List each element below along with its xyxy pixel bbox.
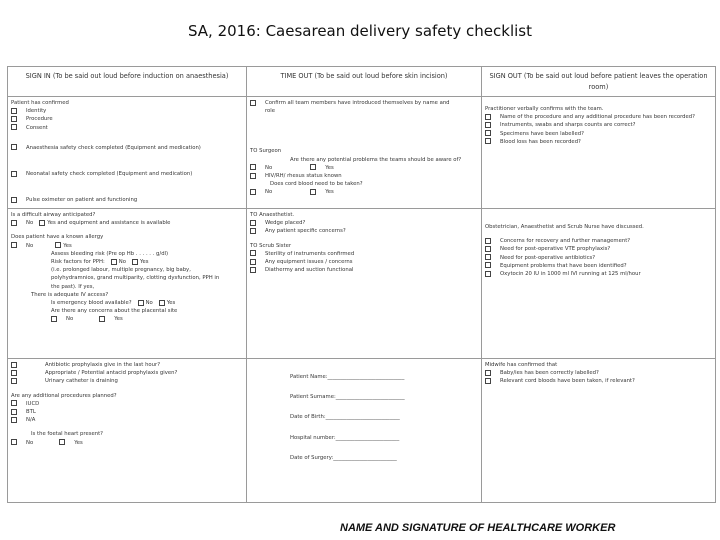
- sterility-checkbox[interactable]: [250, 250, 256, 256]
- blood-loss-label: Blood loss has been recorded?: [500, 138, 581, 145]
- iucd-checkbox[interactable]: [11, 400, 17, 406]
- fetal-no-label: No: [26, 439, 34, 446]
- cord-no-label: No: [265, 189, 273, 196]
- equipment-issues-label: Any equipment issues / concerns: [265, 259, 353, 266]
- practitioner-intro: Practitioner verbally confirms with the team.: [485, 106, 604, 112]
- blood-yes-checkbox[interactable]: [159, 300, 165, 306]
- airway-question: Is a difficult airway anticipated?: [11, 212, 96, 218]
- iucd-label: IUCD: [26, 400, 40, 407]
- iv-access: There is adequate IV access?: [31, 291, 109, 298]
- pph-yes-label: Yes: [139, 259, 149, 266]
- allergy-yes-label: Yes: [63, 242, 72, 249]
- fetal-yes-label: Yes: [74, 439, 83, 446]
- cord-bloods-checkbox[interactable]: [485, 378, 491, 384]
- time-out-team-cell: [247, 97, 482, 209]
- consent-checkbox[interactable]: [11, 124, 17, 130]
- airway-no-label: No: [26, 220, 34, 227]
- confirmed-title: Patient has confirmed: [11, 100, 69, 106]
- specimens-checkbox[interactable]: [485, 130, 491, 136]
- recovery-concerns-label: Concerns for recovery and further management?: [500, 238, 631, 245]
- sign-in-risk-cell: [8, 209, 247, 359]
- na-checkbox[interactable]: [11, 417, 17, 423]
- catheter-checkbox[interactable]: [11, 378, 17, 384]
- specimens-label: Specimens have been labelled?: [500, 130, 584, 137]
- fetal-yes-checkbox[interactable]: [59, 439, 65, 445]
- antacid-label: Appropriate / Potential antacid prophylaxis given?: [45, 370, 178, 377]
- hiv-label: HIV/RH/ rhesus status known: [265, 173, 342, 180]
- pulse-oximeter-label: Pulse oximeter on patient and functioning: [26, 197, 138, 204]
- pph-question: Risk factors for PPH:: [51, 259, 105, 266]
- neonatal-check-checkbox[interactable]: [11, 171, 17, 177]
- blood-no-label: No: [145, 300, 153, 307]
- patient-name-field[interactable]: Patient Name:_____________________________: [290, 374, 405, 380]
- pulse-oximeter-checkbox[interactable]: [11, 197, 17, 203]
- sign-in-header: SIGN IN (To be said out loud before induction on anaesthesia): [8, 67, 247, 97]
- procedure-recorded-label: Name of the procedure and any additional procedure has been recorded?: [500, 114, 695, 121]
- antacid-checkbox[interactable]: [11, 370, 17, 376]
- pph-no-checkbox[interactable]: [111, 259, 117, 265]
- surgeon-no-label: No: [265, 164, 273, 171]
- vte-checkbox[interactable]: [485, 246, 491, 252]
- pph-no-label: No: [118, 259, 126, 266]
- page-title: SA, 2016: Caesarean delivery safety checklist: [187, 22, 533, 40]
- pph-detail-1: (i.e. prolonged labour, multiple pregnancy, big baby,: [51, 267, 191, 274]
- airway-yes-label: Yes and equipment and assistance is available: [47, 220, 171, 227]
- time-out-staff-cell: [247, 209, 482, 359]
- anaesthesia-check-checkbox[interactable]: [11, 144, 17, 150]
- cord-question: Does cord blood need to be taken?: [270, 181, 363, 188]
- signature-footer: NAME AND SIGNATURE OF HEALTHCARE WORKER: [340, 522, 616, 534]
- hiv-checkbox[interactable]: [250, 173, 256, 179]
- allergy-no-label: No: [26, 242, 34, 249]
- neonatal-check-label: Neonatal safety check completed (Equipment and medication): [26, 171, 193, 178]
- baby-labelled-checkbox[interactable]: [485, 370, 491, 376]
- equipment-problems-label: Equipment problems that have been identified?: [500, 262, 627, 269]
- wedge-checkbox[interactable]: [250, 220, 256, 226]
- sign-in-procedures-cell: [8, 359, 247, 503]
- sign-out-midwife-cell: [482, 359, 716, 503]
- surgeon-label: TO Surgeon: [250, 148, 282, 155]
- date-of-surgery-field[interactable]: Date of Surgery:________________________: [290, 454, 397, 461]
- procedure-label: Procedure: [26, 116, 53, 123]
- pph-yes-checkbox[interactable]: [132, 259, 138, 265]
- patient-surname-field[interactable]: Patient Surname:__________________________: [290, 394, 405, 401]
- sign-out-header: SIGN OUT (To be said out loud before patient leaves the operation room): [482, 67, 716, 97]
- anaesthesia-check-label: Anaesthesia safety check completed (Equipment and medication): [26, 144, 201, 151]
- cord-yes-checkbox[interactable]: [310, 189, 316, 195]
- na-label: N/A: [26, 417, 36, 424]
- recovery-concerns-checkbox[interactable]: [485, 238, 491, 244]
- anaesthetist-label: TO Anaesthetist.: [250, 212, 295, 218]
- wedge-label: Wedge placed?: [265, 220, 306, 227]
- blood-no-checkbox[interactable]: [138, 300, 144, 306]
- cord-no-checkbox[interactable]: [250, 189, 256, 195]
- procedure-recorded-checkbox[interactable]: [485, 114, 491, 120]
- obstetrician-intro: Obstetrician, Anaesthetist and Scrub Nurse have discussed.: [485, 224, 644, 230]
- consent-label: Consent: [26, 124, 48, 131]
- placental-yes-checkbox[interactable]: [99, 316, 105, 322]
- sign-out-team-cell: [482, 209, 716, 359]
- equipment-problems-checkbox[interactable]: [485, 262, 491, 268]
- hospital-number-field[interactable]: Hospital number:________________________: [290, 434, 400, 441]
- allergy-question: Does patient have a known allergy: [11, 234, 104, 241]
- baby-labelled-label: Baby/ies has been correctly labelled?: [500, 370, 599, 377]
- oxytocin-label: Oxytocin 20 IU in 1000 ml IVI running at 125 ml/hour: [500, 271, 641, 278]
- antibiotics-label: Need for post-operative antibiotics?: [500, 254, 596, 261]
- midwife-intro: Midwife has confirmed that: [485, 362, 558, 368]
- diathermy-checkbox[interactable]: [250, 267, 256, 273]
- anaesthetist-concerns-checkbox[interactable]: [250, 228, 256, 234]
- sign-out-practitioner-cell: [482, 97, 716, 209]
- sign-in-preparation-cell: [8, 97, 247, 209]
- placental-no-checkbox[interactable]: [51, 316, 57, 322]
- team-confirm-label: Confirm all team members have introduced themselves by name and role: [265, 100, 450, 115]
- placental-question: Are there any concerns about the placental site: [51, 308, 178, 315]
- oxytocin-checkbox[interactable]: [485, 271, 491, 277]
- identity-label: Identity: [26, 108, 47, 115]
- allergy-no-checkbox[interactable]: [11, 242, 17, 248]
- fetal-question: Is the foetal heart present?: [31, 431, 103, 438]
- pph-detail-3: the past). If yes,: [51, 283, 95, 290]
- allergy-yes-checkbox[interactable]: [55, 242, 61, 248]
- sterility-label: Sterility of instruments confirmed: [265, 250, 355, 257]
- counts-label: Instruments, swabs and sharps counts are correct?: [500, 122, 636, 129]
- surgeon-question: Are there any potential problems the teams should be aware of?: [290, 156, 462, 163]
- surgeon-no-checkbox[interactable]: [250, 164, 256, 170]
- checklist-table: [7, 66, 716, 503]
- diathermy-label: Diathermy and suction functional: [265, 267, 354, 274]
- blood-yes-label: Yes: [166, 300, 176, 307]
- surgeon-yes-checkbox[interactable]: [310, 164, 316, 170]
- fetal-no-checkbox[interactable]: [11, 439, 17, 445]
- antibiotic-prophylaxis-label: Antibiotic prophylaxis give in the last hour?: [45, 362, 161, 368]
- blood-question: Is emergency blood available?: [51, 300, 132, 307]
- equipment-issues-checkbox[interactable]: [250, 259, 256, 265]
- date-of-birth-field[interactable]: Date of Birth:____________________________: [290, 414, 400, 421]
- cord-yes-label: Yes: [325, 189, 334, 196]
- btl-label: BTL: [26, 409, 36, 416]
- vte-label: Need for post-operative VTE prophylaxis?: [500, 246, 611, 253]
- blood-loss-checkbox[interactable]: [485, 138, 491, 144]
- team-confirm-checkbox[interactable]: [250, 100, 256, 106]
- btl-checkbox[interactable]: [11, 409, 17, 415]
- antibiotic-prophylaxis-checkbox[interactable]: [11, 362, 17, 368]
- procedure-checkbox[interactable]: [11, 116, 17, 122]
- placental-yes-label: Yes: [114, 316, 123, 323]
- airway-no-checkbox[interactable]: [11, 220, 17, 226]
- scrub-sister-label: TO Scrub Sister: [250, 242, 292, 249]
- time-out-header: TIME OUT (To be said out loud before skin incision): [247, 67, 482, 97]
- bleeding-risk: Assess bleeding risk (Pre op Hb . . . . . . g/dl): [51, 250, 169, 257]
- identity-checkbox[interactable]: [11, 108, 17, 114]
- placental-no-label: No: [66, 316, 74, 323]
- planned-question: Are any additional procedures planned?: [11, 392, 117, 399]
- counts-checkbox[interactable]: [485, 122, 491, 128]
- time-out-patient-cell: [247, 359, 482, 503]
- surgeon-yes-label: Yes: [325, 164, 334, 171]
- cord-bloods-label: Relevant cord bloods have been taken, if relevant?: [500, 378, 635, 385]
- pph-detail-2: polyhydramnios, grand multiparity, clotting dysfunction, PPH in: [51, 275, 220, 282]
- airway-yes-checkbox[interactable]: [39, 220, 45, 226]
- anaesthetist-concerns-label: Any patient specific concerns?: [265, 228, 346, 235]
- antibiotics-checkbox[interactable]: [485, 254, 491, 260]
- catheter-label: Urinary catheter is draining: [45, 378, 118, 385]
